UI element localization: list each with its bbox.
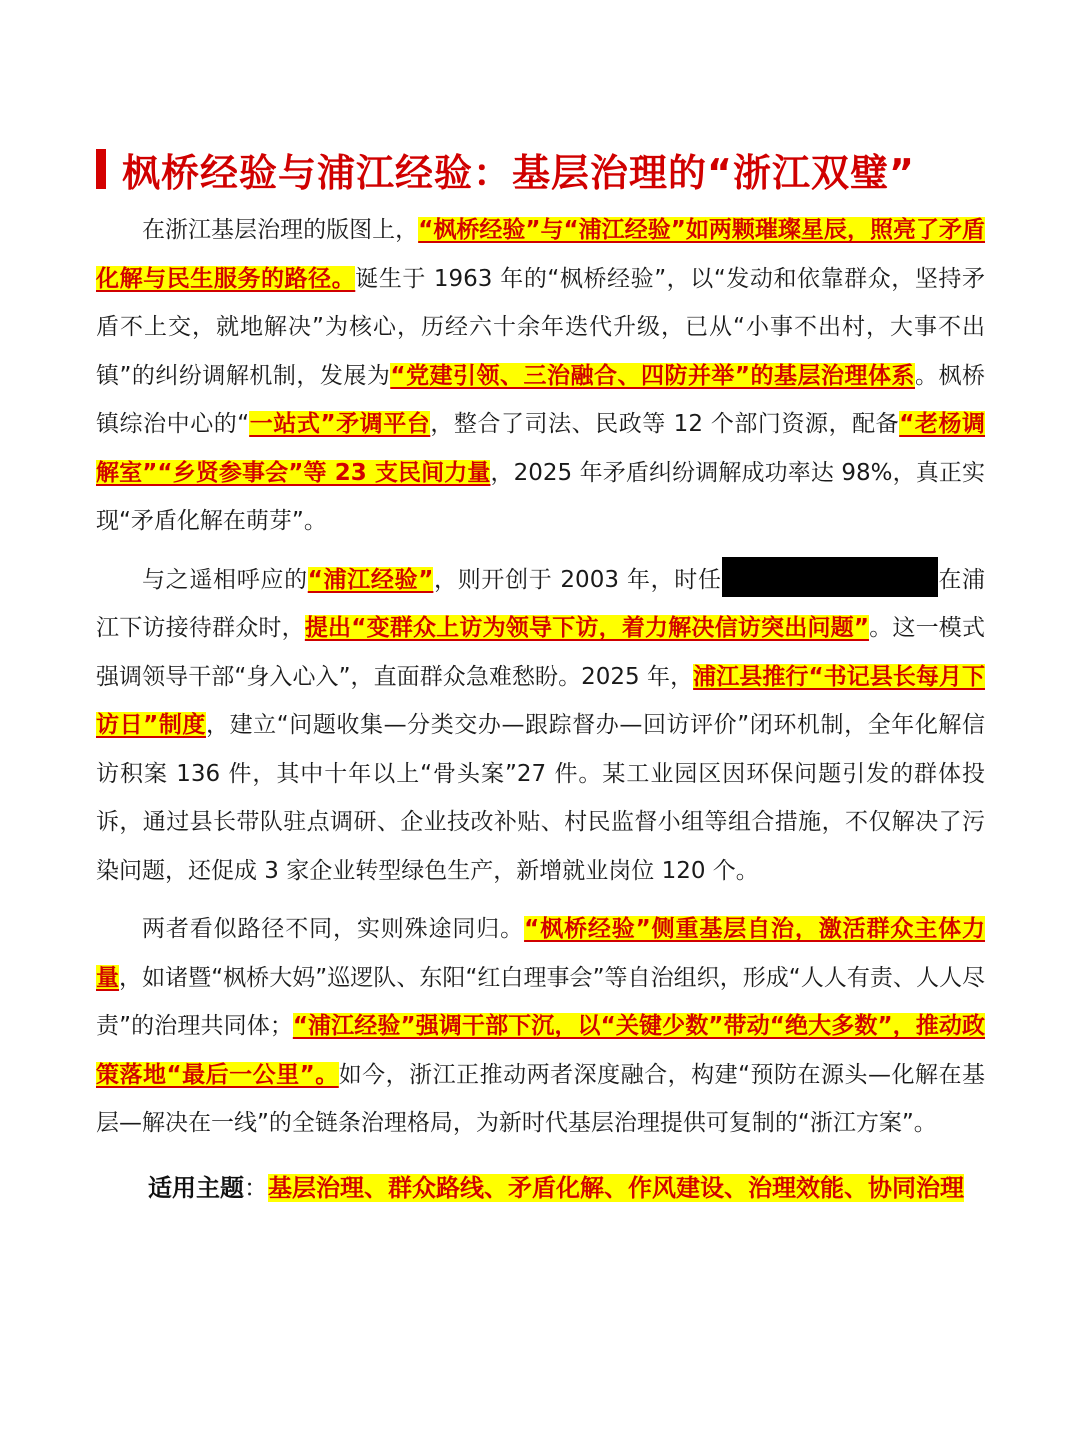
text-segment: ，则开创于 2003 年，时任 [433,566,722,593]
paragraph-comparison [96,905,985,1148]
highlight-segment: 提出“变群众上访为领导下访，着力解决信访突出问题” [304,615,869,641]
redaction-block [722,557,938,597]
text-segment: 两者看似路径不同，实则殊途同归。 [142,916,525,942]
paragraph-pujiang [96,556,985,896]
topic-label: 适用主题 [148,1173,244,1202]
highlight-segment: “枫桥经验”侧重基层自治，激活群众主体力量 [96,916,986,991]
highlight-segment: 一站式”矛调平台 [249,411,431,437]
highlight-segment: “枫桥经验”与“浦江经验”如两颗璀璨星辰，照亮了矛盾化解与民生服务的路径。 [96,217,986,292]
text-segment: 。这一模式强调领导干部“身入心入”，直面群众急难愁盼。2025 年， [96,615,986,690]
text-segment: 在浙江基层治理的版图上， [142,217,419,243]
topic-value: 基层治理、群众路线、矛盾化解、作风建设、治理效能、协同治理 [268,1173,964,1202]
highlight-segment: “浦江经验”强调干部下沉，以“关键少数”带动“绝大多数”，推动政策落地“最后一公里”。 [96,1013,986,1088]
highlight-segment: “老杨调解室”“乡贤参事会”等 23 支民间力量 [96,411,986,486]
highlight-segment: “浦江经验” [307,566,434,593]
page-title: 枫桥经验与浦江经验：基层治理的“浙江双璧” [122,150,915,195]
highlight-segment: “党建引领、三治融合、四防并举”的基层治理体系 [390,362,916,389]
applicable-topics [96,1162,985,1214]
text-segment: 如今，浙江正推动两者深度融合，构建“预防在源头—化解在基层—解决在一线”的全链条治理格局，为新时代基层治理提供可复制的“浙江方案”。 [96,1061,985,1136]
title-row [96,140,985,198]
text-segment: ，如诸暨“枫桥大妈”巡逻队、东阳“红白理事会”等自治组织，形成“人人有责、人人尽责”的治理共同体； [96,964,986,1039]
text-segment: 在浦江下访接待群众时， [96,566,986,641]
topic-colon: ： [244,1173,268,1202]
paragraph-fengqiao [96,206,985,546]
text-segment: ，整合了司法、民政等 12 个部门资源，配备 [430,411,900,437]
highlight-segment: 浦江县推行“书记县长每月下访日”制度 [96,663,985,738]
text-segment: 诞生于 1963 年的“枫桥经验”，以“发动和依靠群众，坚持矛盾不上交，就地解决”为核心，历经六十余年迭代升级，已从“小事不出村，大事不出镇”的纠纷调解机制，发展为 [96,265,986,389]
text-segment: 与之遥相呼应的 [142,566,308,593]
title-accent-bar [96,149,106,189]
text-segment: ，建立“问题收集—分类交办—跟踪督办—回访评价”闭环机制，全年化解信访积案 136 件，其中十年以上“骨头案”27 件。某工业园区因环保问题引发的群体投诉，通过县长带队驻点调研、企业技改补贴、村民监督小组等组合措施，不仅解决了污染问题，还促成 3 家企业转型绿色生产，新增就业岗位 120 个。 [96,712,985,884]
text-segment: ，2025 年矛盾纠纷调解成功率达 98%，真正实现“矛盾化解在萌芽”。 [96,459,985,534]
text-segment: 。枫桥镇综治中心的“ [96,362,986,437]
